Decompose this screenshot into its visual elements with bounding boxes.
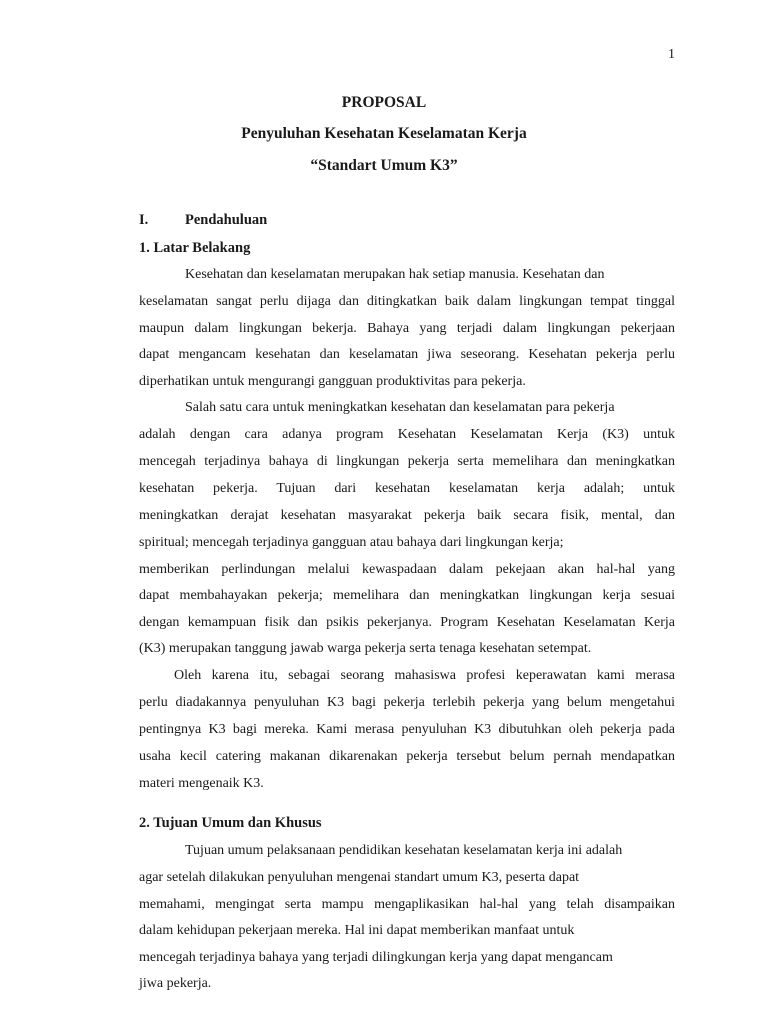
paragraph-line: adalah dengan cara adanya program Kesehatan Keselamatan Kerja (K3) untuk bbox=[139, 427, 675, 442]
paragraph-line: (K3) merupakan tanggung jawab warga pekerja serta tenaga kesehatan setempat. bbox=[139, 641, 592, 656]
document-subtitle: Penyuluhan Kesehatan Keselamatan Kerja bbox=[241, 125, 527, 142]
paragraph-line: Kesehatan dan keselamatan merupakan hak setiap manusia. Kesehatan dan bbox=[185, 267, 605, 282]
paragraph-line: kesehatan pekerja. Tujuan dari kesehatan keselamatan kerja adalah; untuk bbox=[139, 481, 675, 496]
document-title: PROPOSAL bbox=[341, 94, 427, 111]
paragraph-line: pentingnya K3 bagi mereka. Kami merasa penyuluhan K3 dibutuhkan oleh pekerja pada bbox=[139, 722, 675, 737]
paragraph-line: memberikan perlindungan melalui kewaspadaan dalam pekejaan akan hal-hal yang bbox=[139, 562, 675, 577]
paragraph-line: dapat mengancam kesehatan dan keselamatan jiwa seseorang. Kesehatan pekerja perlu bbox=[139, 347, 675, 362]
paragraph-line: usaha kecil catering makanan dikarenakan pekerja tersebut belum pernah mendapatkan bbox=[139, 749, 675, 764]
paragraph-line: maupun dalam lingkungan bekerja. Bahaya yang terjadi dalam lingkungan pekerjaan bbox=[139, 321, 675, 336]
paragraph-line: dengan kemampuan fisik dan psikis pekerjanya. Program Kesehatan Keselamatan Kerja bbox=[139, 615, 675, 630]
paragraph-line: keselamatan sangat perlu dijaga dan ditingkatkan baik dalam lingkungan tempat tinggal bbox=[139, 294, 675, 309]
paragraph-line: agar setelah dilakukan penyuluhan mengenai standart umum K3, peserta dapat bbox=[139, 870, 580, 885]
paragraph-line: dapat membahayakan pekerja; memelihara dan meningkatkan lingkungan kerja sesuai bbox=[139, 588, 675, 603]
paragraph-line: perlu diadakannya penyuluhan K3 bagi pekerja terlebih pekerja yang belum mengetahui bbox=[139, 695, 675, 710]
paragraph-line: meningkatkan derajat kesehatan masyarakat pekerja baik secara fisik, mental, dan bbox=[139, 508, 675, 523]
section-title: Pendahuluan bbox=[185, 212, 268, 228]
paragraph-line: dalam kehidupan pekerjaan mereka. Hal ini dapat memberikan manfaat untuk bbox=[139, 923, 575, 938]
paragraph-line: diperhatikan untuk mengurangi gangguan produktivitas para pekerja. bbox=[139, 374, 526, 389]
paragraph-line: mencegah terjadinya bahaya di lingkungan pekerja serta memelihara dan meningkatkan bbox=[139, 454, 675, 469]
page-number: 1 bbox=[668, 47, 675, 62]
paragraph-line: memahami, mengingat serta mampu mengaplikasikan hal-hal yang telah disampaikan bbox=[139, 897, 675, 912]
paragraph-line: spiritual; mencegah terjadinya gangguan atau bahaya dari lingkungan kerja; bbox=[139, 535, 564, 550]
paragraph-line: jiwa pekerja. bbox=[139, 976, 212, 991]
paragraph-line: mencegah terjadinya bahaya yang terjadi dilingkungan kerja yang dapat mengancam bbox=[139, 950, 613, 965]
document-topic: “Standart Umum K3” bbox=[310, 157, 458, 174]
paragraph-line: materi mengenaik K3. bbox=[139, 776, 264, 791]
subsection-title-tujuan: 2. Tujuan Umum dan Khusus bbox=[139, 815, 322, 831]
paragraph-line: Salah satu cara untuk meningkatkan kesehatan dan keselamatan para pekerja bbox=[185, 400, 615, 415]
subsection-title-latar-belakang: 1. Latar Belakang bbox=[139, 240, 251, 256]
paragraph-line: Tujuan umum pelaksanaan pendidikan kesehatan keselamatan kerja ini adalah bbox=[185, 843, 623, 858]
section-number: I. bbox=[139, 212, 149, 228]
paragraph-line: Oleh karena itu, sebagai seorang mahasiswa profesi keperawatan kami merasa bbox=[174, 668, 675, 683]
